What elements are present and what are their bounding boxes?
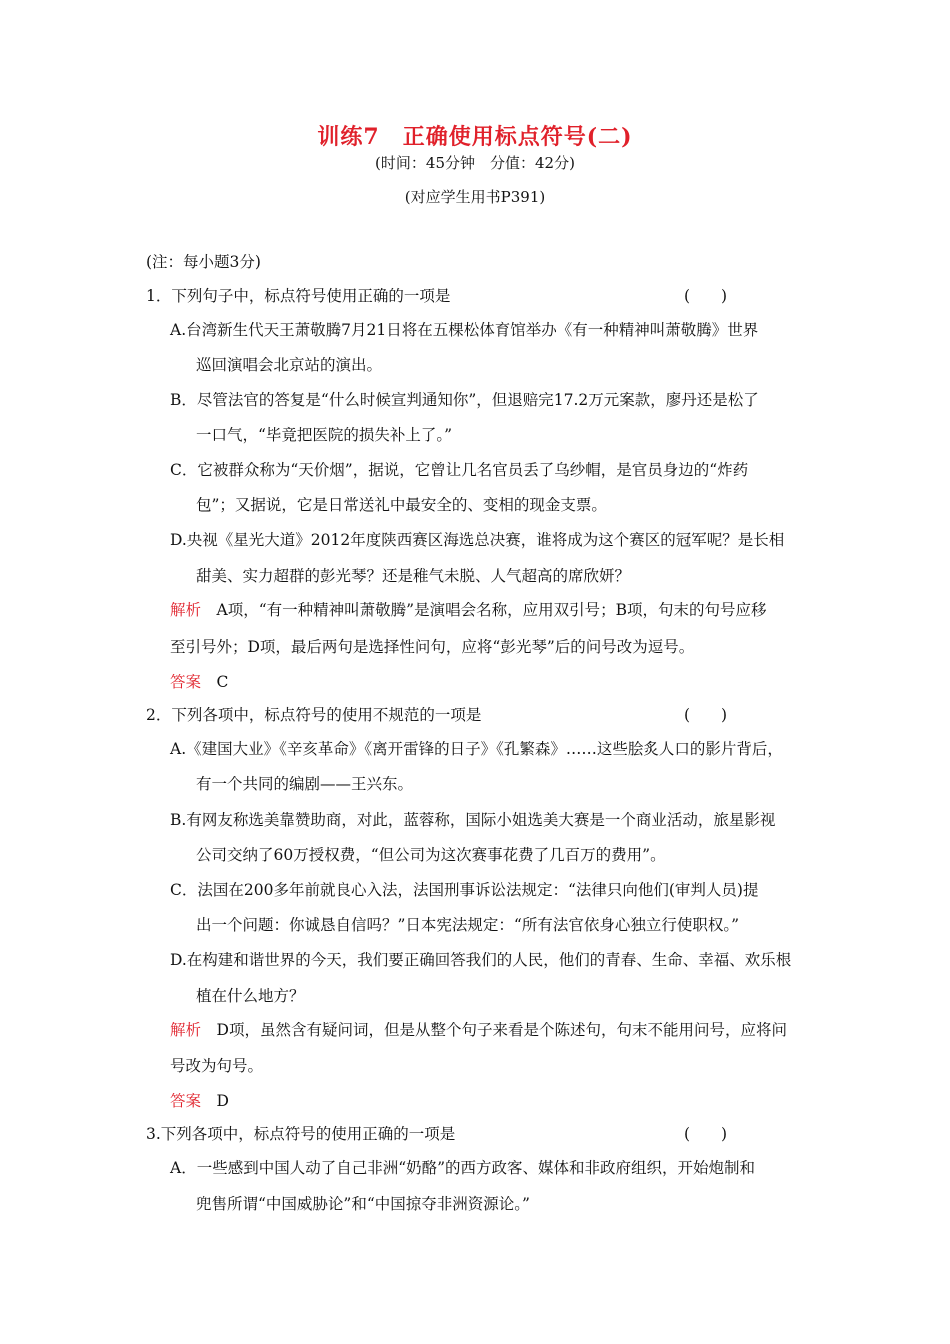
question-3-option-a-cont: 兜售所谓“中国威胁论”和“中国掠夺非洲资源论。” bbox=[196, 1195, 530, 1213]
analysis-text: A项，“有一种精神叫萧敬腾”是演唱会名称，应用双引号；B项，句末的句号应移 bbox=[216, 601, 767, 619]
question-1-option-b: B．尽管法官的答复是“什么时候宣判通知你”，但退赔完17.2万元案款，廖丹还是松了 bbox=[170, 391, 759, 409]
question-2-option-b: B.有网友称选美靠赞助商，对此，蓝蓉称，国际小姐选美大赛是一个商业活动，旅星影视 bbox=[170, 811, 776, 829]
question-1-option-c: C．它被群众称为“天价烟”，据说，它曾让几名官员丢了乌纱帽，是官员身边的“炸药 bbox=[170, 461, 749, 479]
question-2-answer-blank: ( ) bbox=[684, 706, 728, 724]
question-2-analysis-cont: 号改为句号。 bbox=[170, 1057, 264, 1075]
question-1-option-d: D.央视《星光大道》2012年度陕西赛区海选总决赛，谁将成为这个赛区的冠军呢？是长相 bbox=[170, 531, 785, 549]
question-2-option-a-cont: 有一个共同的编剧——王兴东。 bbox=[196, 775, 414, 793]
question-1-analysis bbox=[170, 600, 766, 620]
answer-label: 答案 bbox=[170, 673, 202, 691]
answer-value: D bbox=[216, 1092, 229, 1110]
question-2-option-a: A.《建国大业》《辛亥革命》《离开雷锋的日子》《孔繁森》……这些脍炙人口的影片背后， bbox=[170, 740, 783, 758]
question-3-option-a: A．一些感到中国人动了自己非洲“奶酪”的西方政客、媒体和非政府组织，开始炮制和 bbox=[170, 1159, 756, 1177]
question-1-stem: 1．下列句子中，标点符号使用正确的一项是 bbox=[146, 287, 451, 305]
question-1-option-d-cont: 甜美、实力超群的彭光琴？还是稚气未脱、人气超高的席欣妍？ bbox=[196, 567, 631, 585]
time-info: (时间：45分钟 分值：42分) bbox=[375, 154, 575, 172]
question-2-option-d-cont: 植在什么地方？ bbox=[196, 987, 305, 1005]
question-3-answer-blank: ( ) bbox=[684, 1125, 728, 1143]
question-1-answer-blank: ( ) bbox=[684, 287, 728, 305]
page-title: 训练7 正确使用标点符号(二) bbox=[317, 124, 633, 150]
question-1-option-a: A.台湾新生代天王萧敬腾7月21日将在五棵松体育馆举办《有一种精神叫萧敬腾》世界 bbox=[170, 321, 759, 339]
question-1-analysis-cont: 至引号外；D项，最后两句是选择性问句，应将“彭光琴”后的问号改为逗号。 bbox=[170, 638, 695, 656]
analysis-text: D项，虽然含有疑问词，但是从整个句子来看是个陈述句，句末不能用问号，应将问 bbox=[216, 1021, 787, 1039]
question-1-option-b-cont: 一口气，“毕竟把医院的损失补上了。” bbox=[196, 426, 453, 444]
question-2-option-c-cont: 出一个问题：你诚恳自信吗？”日本宪法规定：“所有法官依身心独立行使职权。” bbox=[196, 916, 740, 934]
question-2-option-d: D.在构建和谐世界的今天，我们要正确回答我们的人民，他们的青春、生命、幸福、欢乐根 bbox=[170, 951, 792, 969]
book-reference: (对应学生用书P391) bbox=[404, 188, 546, 206]
answer-value: C bbox=[216, 673, 229, 691]
question-3-stem: 3.下列各项中，标点符号的使用正确的一项是 bbox=[146, 1125, 456, 1143]
note: (注：每小题3分) bbox=[146, 253, 261, 271]
question-1-option-c-cont: 包”；又据说，它是日常送礼中最安全的、变相的现金支票。 bbox=[196, 496, 607, 514]
question-2-option-b-cont: 公司交纳了60万授权费，“但公司为这次赛事花费了几百万的费用”。 bbox=[196, 846, 666, 864]
question-1-option-a-cont: 巡回演唱会北京站的演出。 bbox=[196, 356, 383, 374]
question-2-analysis bbox=[170, 1020, 787, 1040]
question-2-option-c: C．法国在200多年前就良心入法，法国刑事诉讼法规定：“法律只向他们(审判人员)提 bbox=[170, 881, 759, 899]
question-1-answer bbox=[170, 672, 228, 692]
question-2-answer bbox=[170, 1091, 229, 1111]
analysis-label: 解析 bbox=[170, 1021, 202, 1039]
analysis-label: 解析 bbox=[170, 601, 202, 619]
answer-label: 答案 bbox=[170, 1092, 202, 1110]
question-2-stem: 2．下列各项中，标点符号的使用不规范的一项是 bbox=[146, 706, 482, 724]
